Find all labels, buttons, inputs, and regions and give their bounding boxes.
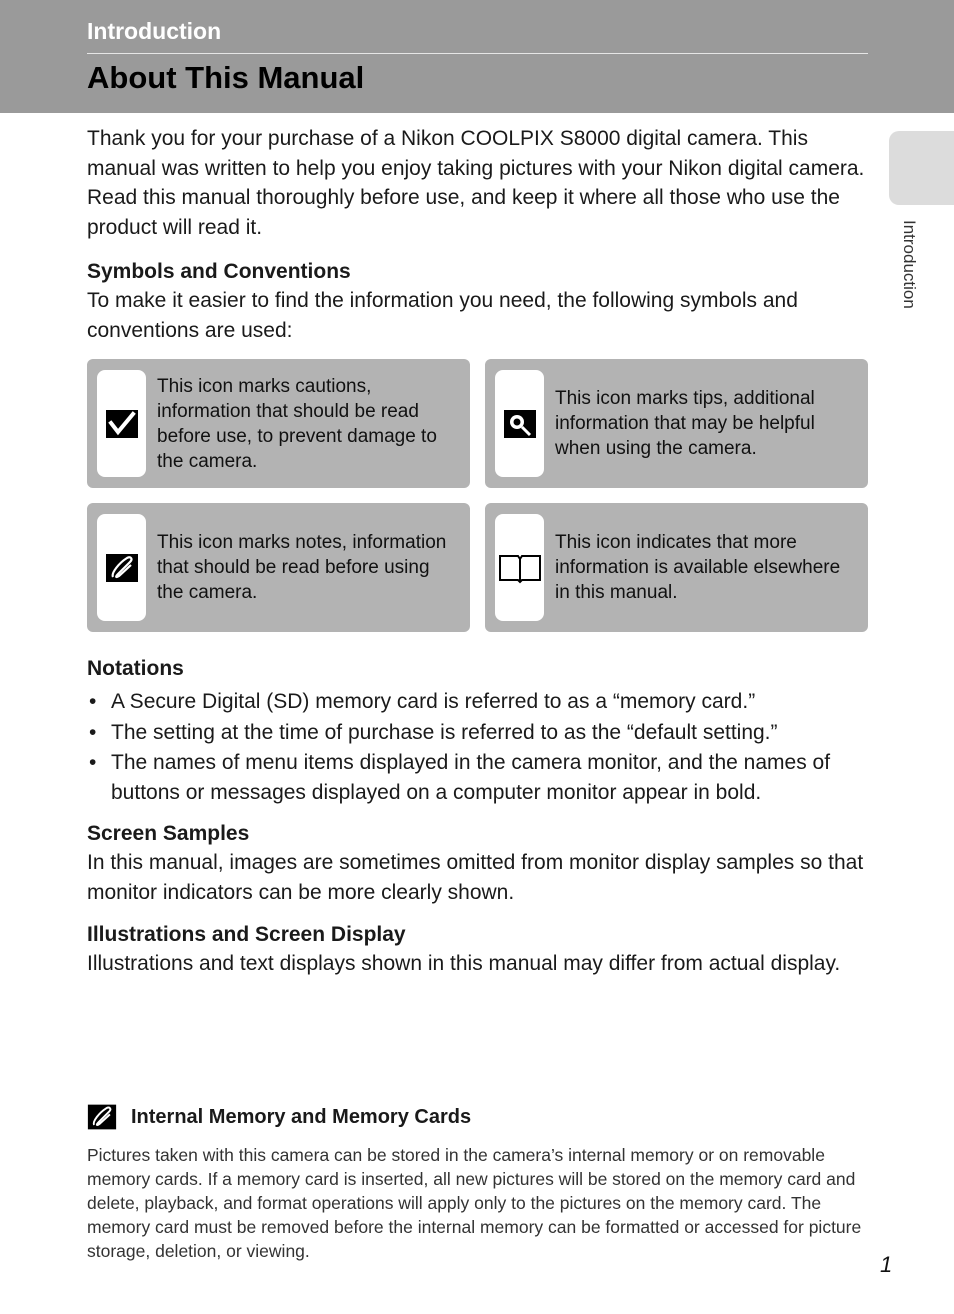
- symbol-box-caution: [87, 359, 470, 488]
- section-title: Introduction: [87, 18, 222, 44]
- note-header: [87, 1103, 868, 1131]
- screen-samples-heading: Screen Samples: [87, 822, 250, 845]
- page-title: About This Manual: [87, 60, 365, 95]
- list-item: • The names of menu items displayed in the camera monitor, and the names of buttons or messages displayed on a computer monitor appear in bold.: [87, 748, 868, 807]
- symbols-heading: Symbols and Conventions: [87, 260, 351, 283]
- icon-cell: [97, 514, 146, 621]
- screen-samples-text: In this manual, images are sometimes omitted from monitor display samples so that monitor indicators can be more clearly shown.: [87, 851, 864, 904]
- icon-cell: [495, 514, 544, 621]
- intro-paragraph: Thank you for your purchase of a Nikon COOLPIX S8000 digital camera. This manual was written to help you enjoy taking pictures with your Nikon digital camera. Read this manual thoroughly before use, and keep it where all those who use the product will read it.: [87, 127, 865, 239]
- illustrations-heading: Illustrations and Screen Display: [87, 923, 406, 946]
- symbol-box-text: This icon marks cautions, information that should be read before use, to prevent damage to the camera.: [157, 375, 437, 472]
- note-text: Pictures taken with this camera can be stored in the camera’s internal memory or on removable memory cards. If a memory card is inserted, all new pictures will be stored on the memory card and delete, playback, and format operations will apply only to the pictures on the memory card. The memory card must be removed before the internal memory can be formatted or accessed for picture storage, deletion, or viewing.: [87, 1145, 862, 1261]
- symbol-box-reference: [485, 503, 868, 632]
- side-tab: [889, 131, 954, 205]
- symbols-grid: [87, 359, 868, 632]
- tip-icon: [503, 409, 537, 439]
- note-pencil-icon: [105, 553, 139, 583]
- illustrations-text: Illustrations and text displays shown in this manual may differ from actual display.: [87, 952, 841, 975]
- note-section: [87, 1103, 868, 1263]
- icon-cell: [97, 370, 146, 477]
- header-rule: [87, 53, 868, 54]
- symbol-box-tip: [485, 359, 868, 488]
- symbol-box-text: This icon indicates that more information is available elsewhere in this manual.: [555, 532, 841, 603]
- list-item: • A Secure Digital (SD) memory card is referred to as a “memory card.”: [87, 687, 868, 717]
- notations-heading: Notations: [87, 657, 184, 680]
- main-content: [87, 124, 868, 979]
- notations-list: [87, 687, 868, 807]
- book-reference-icon: [498, 552, 542, 584]
- note-pencil-icon: [87, 1103, 117, 1131]
- note-heading: Internal Memory and Memory Cards: [131, 1105, 472, 1128]
- symbol-box-text: This icon marks notes, information that should be read before using the camera.: [157, 532, 447, 603]
- symbol-box-text: This icon marks tips, additional information that may be helpful when using the camera.: [555, 388, 815, 459]
- side-tab-label: Introduction: [900, 220, 919, 309]
- list-item: • The setting at the time of purchase is referred to as the “default setting.”: [87, 718, 868, 748]
- symbols-text: To make it easier to find the information you need, the following symbols and conventions are used:: [87, 289, 798, 342]
- caution-check-icon: [105, 409, 139, 439]
- page-number: 1: [880, 1252, 893, 1277]
- page-header: [0, 0, 954, 113]
- symbol-box-note: [87, 503, 470, 632]
- icon-cell: [495, 370, 544, 477]
